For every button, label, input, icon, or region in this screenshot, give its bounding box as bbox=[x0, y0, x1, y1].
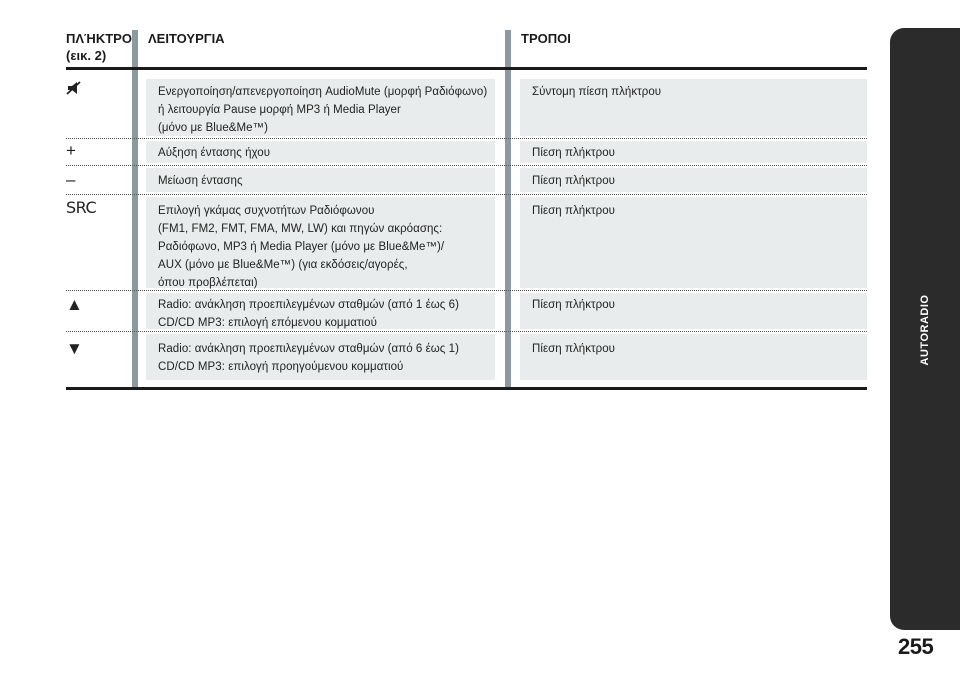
table-top-rule bbox=[66, 67, 867, 70]
table-bottom-rule bbox=[66, 387, 867, 390]
row-separator bbox=[66, 290, 867, 291]
volume-down-key: – bbox=[66, 170, 76, 189]
function-text: Radio: ανάκληση προεπιλεγμένων σταθμών (από 6 έως 1) CD/CD MP3: επιλογή προηγούμενου κομματιού bbox=[158, 343, 459, 373]
column-divider-bar bbox=[505, 30, 511, 387]
header-method-column: ΤΡΟΠΟΙ bbox=[521, 31, 571, 46]
function-text: Επιλογή γκάμας συχνοτήτων Ραδιόφωνου (FM1, FM2, FMT, FMA, MW, LW) και πηγών ακρόασης: Ραδιόφωνο, MP3 ή Media Player (μόνο με Blue&Me™)/ AUX (μόνο με Blue&Me™) (για εκδόσεις/αγορές, όπου προβλέπεται) bbox=[158, 205, 445, 289]
row-separator bbox=[66, 165, 867, 166]
page-number: 255 bbox=[898, 634, 934, 659]
row-separator bbox=[66, 138, 867, 139]
header-key-column: ΠΛΉΚΤΡΟ (εικ. 2) bbox=[66, 31, 132, 63]
column-divider-bar bbox=[132, 30, 138, 387]
function-text: Μείωση έντασης bbox=[158, 175, 243, 187]
volume-up-key: + bbox=[66, 141, 76, 160]
down-arrow-key: ▼ bbox=[66, 339, 83, 358]
source-key: SRC bbox=[66, 198, 97, 217]
up-arrow-key: ▲ bbox=[66, 295, 83, 314]
function-text: Αύξηση έντασης ήχου bbox=[158, 147, 271, 159]
section-label: AUTORADIO bbox=[919, 294, 931, 366]
method-text: Πίεση πλήκτρου bbox=[532, 147, 615, 159]
function-text: Ενεργοποίηση/απενεργοποίηση AudioMute (μορφή Ραδιόφωνο) ή λειτουργία Pause μορφή MP3 ή Media Player (μόνο με Blue&Me™) bbox=[158, 86, 488, 134]
header-function-column: ΛΕΙΤΟΥΡΓΙΑ bbox=[148, 31, 225, 46]
method-text: Πίεση πλήκτρου bbox=[532, 175, 615, 187]
mute-speaker-icon bbox=[66, 81, 84, 100]
method-text: Πίεση πλήκτρου bbox=[532, 299, 615, 311]
row-separator bbox=[66, 194, 867, 195]
method-text: Σύντομη πίεση πλήκτρου bbox=[532, 86, 662, 98]
method-text: Πίεση πλήκτρου bbox=[532, 343, 615, 355]
row-separator bbox=[66, 331, 867, 332]
method-text: Πίεση πλήκτρου bbox=[532, 205, 615, 217]
function-text: Radio: ανάκληση προεπιλεγμένων σταθμών (από 1 έως 6) CD/CD MP3: επιλογή επόμενου κομματιού bbox=[158, 299, 459, 329]
